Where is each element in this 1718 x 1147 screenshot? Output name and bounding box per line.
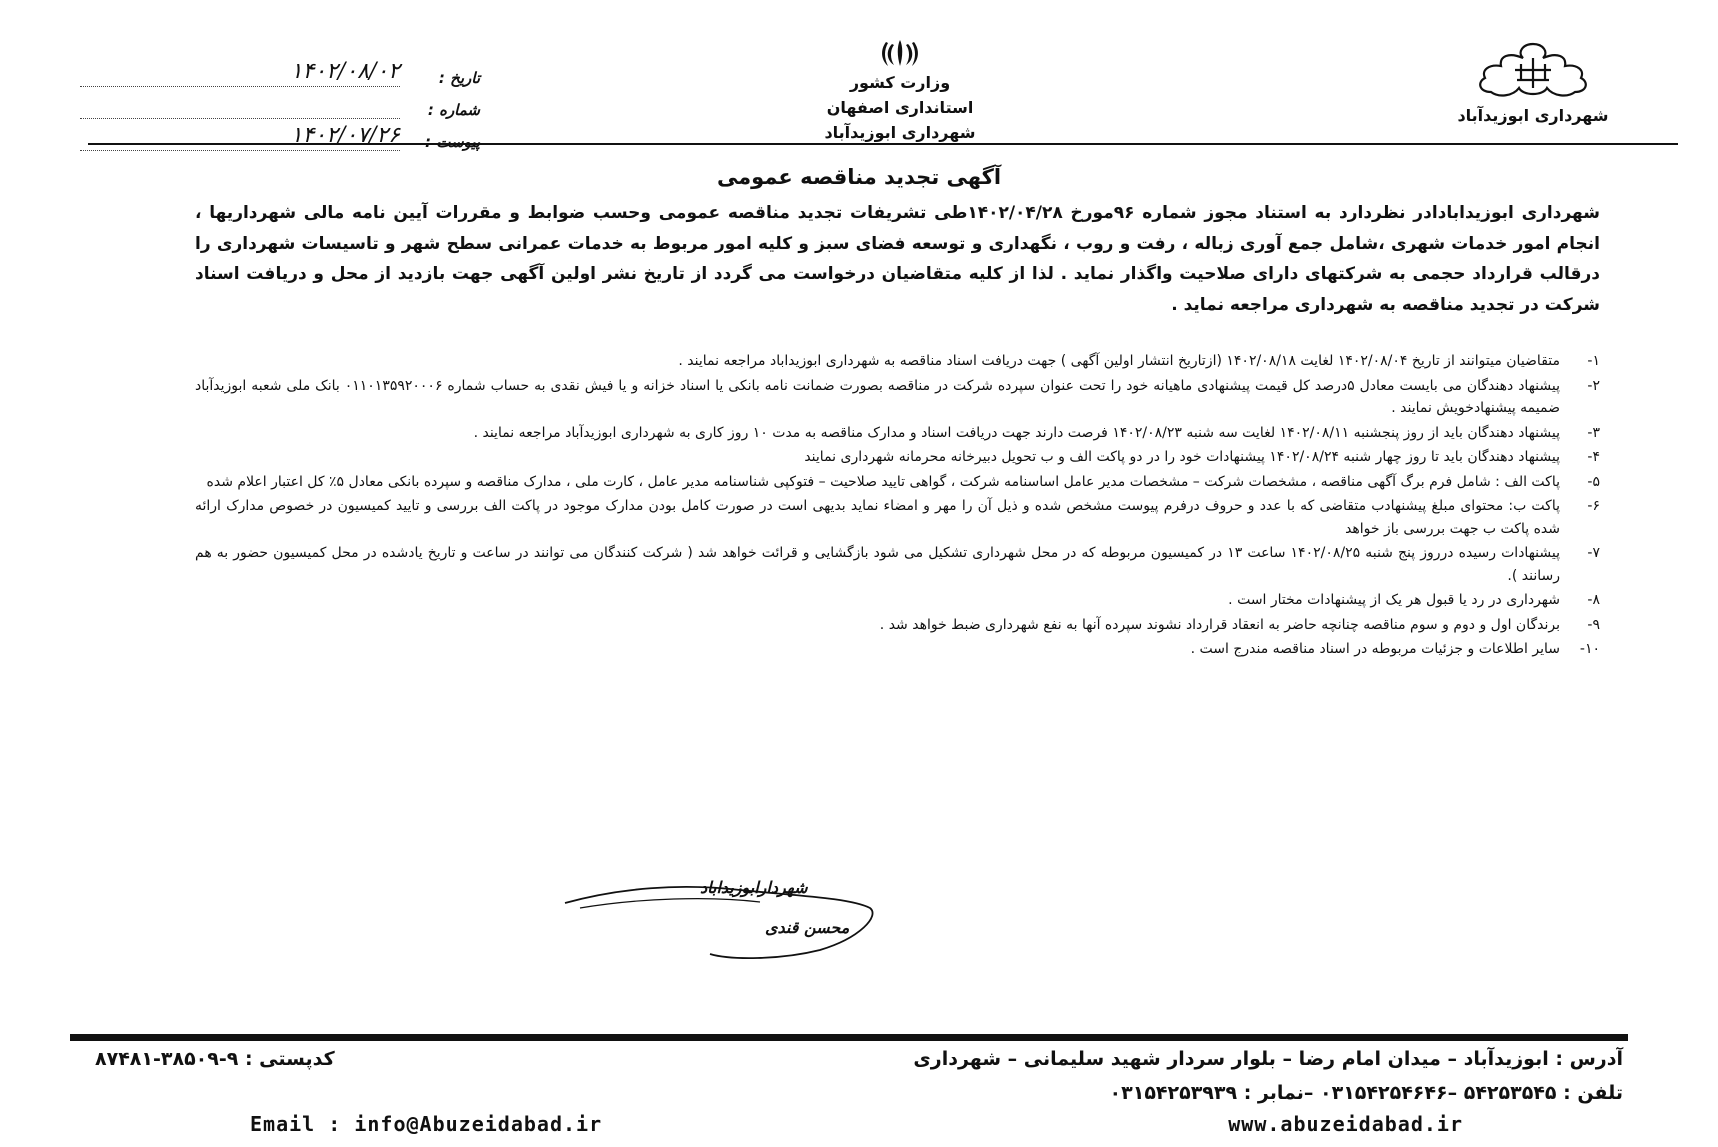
signature-name: محسن قندی: [765, 918, 850, 937]
date-label: تاریخ :: [438, 69, 480, 87]
condition-text: پیشنهاد دهندگان باید تا روز چهار شنبه ۱۴۰۲/۰۸/۲۴ پیشنهادات خود را در دو پاکت الف و ب تحویل دبیرخانه محرمانه شهرداری نمایند: [804, 449, 1560, 465]
letter-meta: [80, 55, 480, 151]
condition-text: شهرداری در رد یا قبول هر یک از پیشنهادات مختار است .: [1228, 592, 1560, 608]
condition-number: ۹-: [1587, 616, 1600, 633]
municipality-block: [1428, 40, 1638, 125]
condition-text: پاکت الف : شامل فرم برگ آگهی مناقصه ، مشخصات شرکت – مشخصات مدیر عامل اساسنامه شرکت ، گواهی تایید صلاحیت – فتوکپی شناسنامه مدیر عامل ، کارت ملی ، مدارک مناقصه و سپرده بانکی معادل ۵٪ کل اعتبار اعلام شده: [206, 473, 1560, 490]
condition-number: ۲-: [1587, 377, 1600, 394]
condition-number: ۷-: [1587, 545, 1600, 561]
attachment-row: [80, 119, 480, 151]
condition-number: ۱-: [1587, 353, 1600, 369]
condition-item: [195, 422, 1600, 445]
condition-text: پیشنهاد دهندگان می بایست معادل ۵درصد کل قیمت پیشنهادی ماهیانه خود را تحت عنوان سپرده شرکت در مناقصه بصورت ضمانت نامه بانکی یا اسناد خزانه و یا فیش نقدی به حساب شماره ۰۱۱۰۱۳۵۹۲۰۰۰۶ بانک ملی شعبه ابوزیدآباد ضمیمه پیشنهادخویش نمایند .: [195, 377, 1560, 416]
iran-emblem-icon: [880, 38, 920, 68]
footer-divider: [70, 1034, 1628, 1041]
attachment-label: پیوست :: [425, 133, 480, 151]
condition-item: [195, 375, 1600, 420]
condition-item: [195, 495, 1600, 540]
condition-number: ۳-: [1587, 424, 1600, 441]
condition-text: سایر اطلاعات و جزئیات مربوطه در اسناد مناقصه مندرج است .: [1190, 641, 1560, 657]
footer-email[interactable]: Email : info@Abuzeidabad.ir: [250, 1112, 603, 1136]
number-row: [80, 87, 480, 119]
condition-number: ۱۰-: [1579, 641, 1600, 657]
condition-item: [195, 350, 1600, 373]
conditions-list: [195, 350, 1600, 661]
condition-text: متقاضیان میتوانند از تاریخ ۱۴۰۲/۰۸/۰۴ لغایت ۱۴۰۲/۰۸/۱۸ (ازتاریخ انتشار اولین آگهی ) جهت دریافت اسناد مناقصه به شهرداری ابوزیداباد مراجعه نمایند .: [678, 353, 1560, 369]
footer-address: آدرس : ابوزیدآباد – میدان امام رضا – بلوار سردار شهید سلیمانی – شهرداری: [913, 1048, 1623, 1070]
condition-item: [195, 614, 1600, 637]
governorate-line: استانداری اصفهان: [826, 98, 974, 117]
condition-item: [195, 638, 1600, 661]
ministry-line: وزارت کشور: [849, 73, 951, 92]
condition-number: ۴-: [1587, 449, 1600, 465]
municipality-line: شهرداری ابوزیدآباد: [824, 123, 976, 142]
attachment-value: ۱۴۰۲/۰۷/۲۶: [80, 123, 400, 151]
government-header: [780, 38, 1020, 145]
date-value: ۱۴۰۲/۰۸/۰۲: [80, 59, 400, 87]
condition-number: ۶-: [1587, 498, 1600, 514]
condition-text: پیشنهادات رسیده درروز پنج شنبه ۱۴۰۲/۰۸/۲۵ ساعت ۱۳ در کمیسیون مربوطه که در محل شهرداری تشکیل می شود بازگشایی و قرائت خواهد شد ( شرکت کنندگان می توانند در ساعت و تاریخ یادشده در محل کمیسیون حضور به هم رسانند ).: [195, 545, 1560, 584]
condition-number: ۸-: [1587, 592, 1600, 608]
footer-web-row: [250, 1112, 1463, 1136]
signature-block: [560, 868, 940, 978]
footer-address-row: [95, 1048, 1623, 1070]
footer-phone: تلفن : ۵۴۲۵۳۵۴۵ –۰۳۱۵۴۲۵۴۶۴۶ –نمابر : ۰۳۱۵۴۲۵۳۹۳۹: [1109, 1082, 1623, 1104]
condition-item: [195, 471, 1600, 494]
footer-website[interactable]: www.abuzeidabad.ir: [1228, 1112, 1463, 1136]
condition-text: برندگان اول و دوم و سوم مناقصه چنانچه حاضر به انعقاد قرارداد نشوند سپرده آنها به نفع شهرداری ضبط خواهد شد .: [879, 616, 1560, 633]
number-value: [80, 116, 400, 119]
header-divider: [88, 143, 1678, 145]
notice-intro: شهرداری ابوزیدابادادر نظردارد به استناد مجوز شماره ۹۶مورخ ۱۴۰۲/۰۴/۲۸طی تشریفات تجدید مناقصه عمومی وحسب ضوابط و مقررات آیین نامه مالی شهرداریها ، انجام امور خدمات شهری ،شامل جمع آوری زباله ، رفت و روب ، نگهداری و توسعه فضای سبز و کلیه امور مربوط به خدمات عمرانی سطح شهر و تاسیسات شهرداری را درقالب قرارداد حجمی به شرکتهای دارای صلاحیت واگذار نماید . لذا از کلیه متقاضیان درخواست می گردد از تاریخ نشر اولین آگهی جهت بازدید از محل و دریافت اسناد شرکت در تجدید مناقصه به شهرداری مراجعه نماید .: [195, 203, 1601, 315]
condition-item: [195, 589, 1600, 612]
condition-text: پاکت ب: محتوای مبلغ پیشنهادب متقاضی که با عدد و حروف درفرم پیوست مشخص شده و ذیل آن را مهر و امضاء نماید بدیهی است در صورت کامل بودن مدارک موجود در پاکت الف بررسی و تایید کمیسیون در خصوص مدارک ارائه شده پاکت ب جهت بررسی باز خواهد: [195, 498, 1560, 537]
footer-postal-code: کدپستی : ۹-۳۸۵۰۹-۸۷۴۸۱: [95, 1048, 335, 1070]
condition-text: پیشنهاد دهندگان باید از روز پنجشنبه ۱۴۰۲/۰۸/۱۱ لغایت سه شنبه ۱۴۰۲/۰۸/۲۳ فرصت دارند جهت دریافت اسناد و مدارک مناقصه به مدت ۱۰ روز کاری به شهرداری ابوزیدآباد مراجعه نمایند .: [473, 424, 1560, 441]
signature-title: شهردارابوزیداباد: [700, 878, 808, 897]
condition-number: ۵-: [1587, 473, 1600, 490]
condition-item: [195, 542, 1600, 587]
condition-item: [195, 446, 1600, 469]
municipality-logo-icon: [1463, 40, 1603, 102]
date-row: [80, 55, 480, 87]
notice-title: آگهی تجدید مناقصه عمومی: [716, 165, 1002, 189]
municipality-name: شهرداری ابوزیدآباد: [1457, 106, 1609, 125]
number-label: شماره :: [427, 101, 480, 119]
